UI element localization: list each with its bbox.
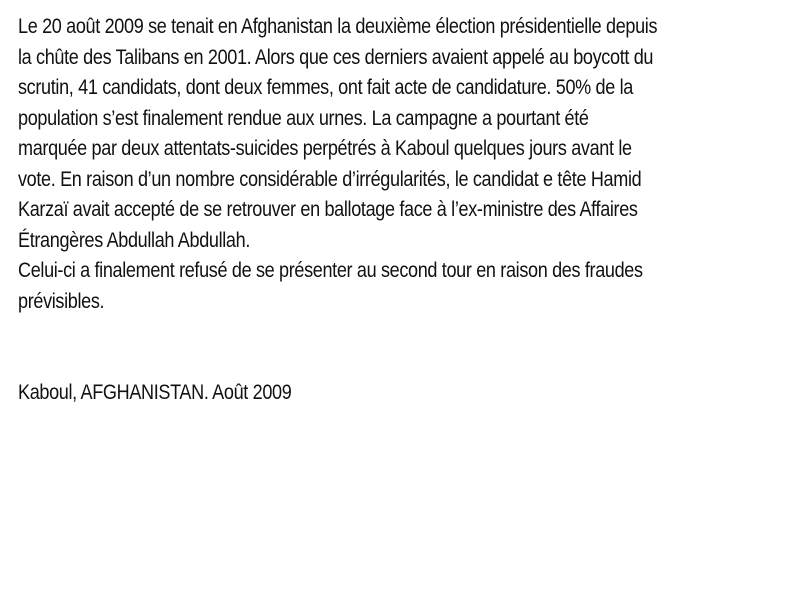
text-line: marquée par deux attentats-suicides perpétrés à Kaboul quelques jours avant le: [18, 137, 632, 160]
text-line: la chûte des Talibans en 2001. Alors que ces derniers avaient appelé au boycott du: [18, 45, 654, 69]
article-body: [18, 12, 783, 409]
text-line: vote. En raison d’un nombre considérable d’irrégularités, le candidat e tête Hamid: [18, 167, 642, 191]
blank-space: [18, 317, 783, 378]
text-line: Karzaï avait accepté de se retrouver en ballotage face à l’ex-ministre des Affaires: [18, 198, 638, 221]
text-line: Celui-ci a finalement refusé de se présenter au second tour en raison des fraudes: [18, 259, 643, 282]
text-line: Étrangères Abdullah Abdullah.: [18, 228, 251, 252]
text-line: prévisibles.: [18, 289, 105, 313]
text-line: scrutin, 41 candidats, dont deux femmes, ont fait acte de candidature. 50% de la: [18, 76, 634, 99]
text-line: population s’est finalement rendue aux urnes. La campagne a pourtant été: [18, 106, 589, 130]
paragraph-1: [18, 12, 783, 256]
photo-caption: Kaboul, AFGHANISTAN. Août 2009: [18, 381, 292, 404]
text-line: Le 20 août 2009 se tenait en Afghanistan la deuxième élection présidentielle depuis: [18, 15, 658, 38]
paragraph-2: [18, 256, 783, 317]
